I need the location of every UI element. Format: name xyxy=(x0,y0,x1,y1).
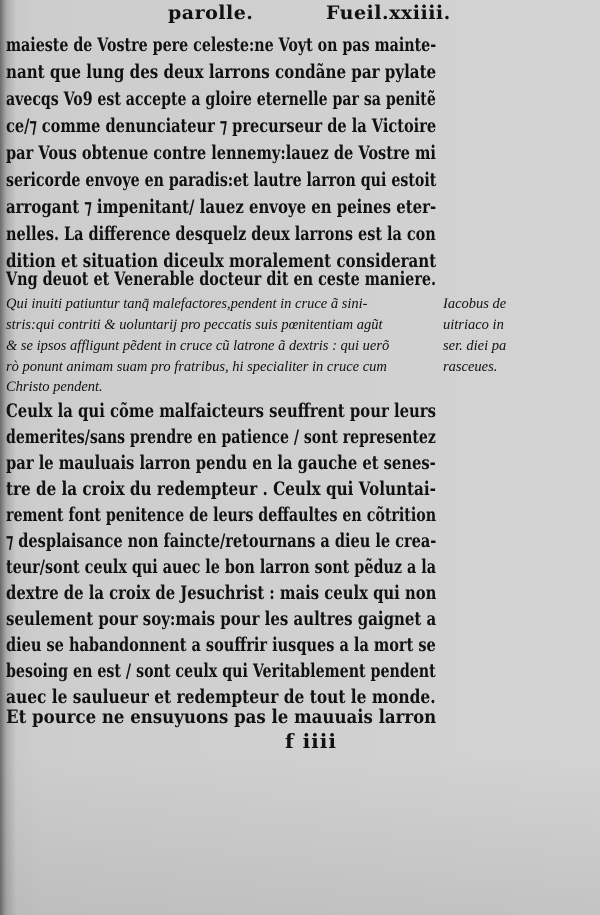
text-line: dieu se habandonnent a souffrir iusques a la mort se xyxy=(6,634,436,656)
text-line: Et pource ne ensuyuons pas le mauuais larron xyxy=(6,706,437,728)
text-line: rement font penitence de leurs deffaultes en cõtrition xyxy=(6,504,437,526)
text-line: tre de la croix du redempteur . Ceulx qui Voluntai- xyxy=(6,478,436,500)
text-line: nelles. La difference desquelz deux larrons est la con xyxy=(6,223,436,245)
text-line: teur/sont ceulx qui auec le bon larron sont pẽduz a la xyxy=(6,556,437,578)
signature-mark: f iiii xyxy=(285,729,337,753)
text-line: dition et situation diceulx moralement considerant xyxy=(6,250,437,272)
text-line: par Vous obtenue contre lennemy:lauez de Vostre mi xyxy=(6,142,436,164)
text-line: ce/⁊ comme denunciateur ⁊ precurseur de la Victoire xyxy=(6,115,437,137)
margin-line: rasceues. xyxy=(443,359,498,375)
text-line: maieste de Vostre pere celeste:ne Voyt on pas mainte- xyxy=(6,34,437,56)
latin-line: stris:qui contriti & uoluntarij pro peccatis suis pœnitentiam agũt xyxy=(6,317,383,333)
folio-number: Fueil.xxiiii. xyxy=(326,2,451,24)
text-line: Ceulx la qui cõme malfaicteurs seuffrent pour leurs xyxy=(6,400,436,422)
page-shadow xyxy=(0,755,600,915)
latin-line: rò ponunt animam suam pro fratribus, hi specialiter in cruce cum xyxy=(6,359,387,375)
text-line: sericorde envoye en paradis:et lautre larron qui estoit xyxy=(6,169,437,191)
text-line: seulement pour soy:mais pour les aultres gaignet a xyxy=(6,608,437,630)
text-line: auec le saulueur et redempteur de tout le monde. xyxy=(6,686,436,708)
margin-line: ser. diei pa xyxy=(443,338,507,354)
latin-line: Qui inuiti patiuntur tanq̃ malefactores,pendent in cruce ã sini- xyxy=(6,296,368,312)
text-line: avecqs Vo9 est accepte a gloire eternelle par sa penitẽ xyxy=(6,88,436,110)
text-line: par le mauluais larron pendu en la gauche et senes- xyxy=(6,452,436,474)
text-line: Vng deuot et Venerable docteur dit en ceste maniere. xyxy=(6,268,437,290)
text-line: demerites/sans prendre en patience / sont representez xyxy=(6,426,436,448)
latin-line: Christo pendent. xyxy=(6,379,103,395)
text-line: dextre de la croix de Jesuchrist : mais ceulx qui non xyxy=(6,582,437,604)
text-line: besoing en est / sont ceulx qui Veritablement pendent xyxy=(6,660,436,682)
text-line: nant que lung des deux larrons condãne par pylate xyxy=(6,61,437,83)
latin-line: & se ipsos affligunt pẽdent in cruce cũ latrone ã dextris : qui uerõ xyxy=(6,338,390,354)
margin-line: Iacobus de xyxy=(443,296,507,312)
text-line: arrogant ⁊ impenitant/ lauez envoye en peines eter- xyxy=(6,196,437,218)
text-line: ⁊ desplaisance non faincte/retournans a dieu le crea- xyxy=(6,530,437,552)
running-head: parolle. xyxy=(168,2,254,24)
margin-line: uitriaco in xyxy=(443,317,504,333)
